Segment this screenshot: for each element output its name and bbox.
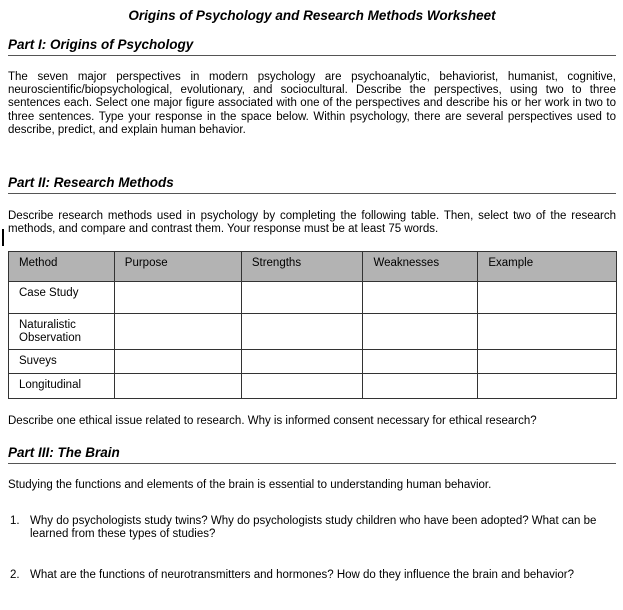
part2-heading: Part II: Research Methods [8,175,616,194]
text-cursor [2,229,4,246]
part1-paragraph: The seven major perspectives in modern psychology are psychoanalytic, behaviorist, humanist, cognitive, neuroscientific/biopsychological, evolutionary, and sociocultural. Describe the perspectives, using two to three sentences each. Select one major figure associated with one of the perspectives and describe his or her work in two to three sentences. Type your response in the space below. Within psychology, there are several perspectives used to describe, predict, and explain human behavior. [8,71,616,136]
table-header-strengths: Strengths [241,252,363,282]
question-text: What are the functions of neurotransmitters and hormones? How do they influence the brain and behavior? [30,569,575,582]
table-cell-empty[interactable] [478,350,617,374]
table-cell-empty[interactable] [241,350,363,374]
table-row-naturalistic-observation [9,314,617,350]
document-title: Origins of Psychology and Research Methods Worksheet [128,8,496,23]
table-header-row [9,252,617,282]
table-cell-empty[interactable] [241,374,363,399]
part1-heading: Part I: Origins of Psychology [8,37,616,56]
table-cell-empty[interactable] [478,314,617,350]
question-list [8,515,616,583]
table-header-method: Method [9,252,115,282]
table-row-surveys [9,350,617,374]
table-header-weaknesses: Weaknesses [363,252,478,282]
table-cell-empty[interactable] [478,282,617,314]
table-header-purpose: Purpose [114,252,241,282]
question-number: 1. [10,514,20,527]
research-methods-table [8,251,617,399]
table-cell-method: Suveys [9,350,115,374]
table-cell-method: Naturalistic Observation [9,314,115,350]
table-cell-empty[interactable] [114,314,241,350]
table-header-example: Example [478,252,617,282]
table-cell-empty[interactable] [363,350,478,374]
question-number: 2. [10,569,20,582]
table-cell-empty[interactable] [241,314,363,350]
table-cell-empty[interactable] [114,350,241,374]
table-cell-empty[interactable] [363,282,478,314]
table-cell-empty[interactable] [363,374,478,399]
table-cell-method: Longitudinal [9,374,115,399]
table-row-longitudinal [9,374,617,399]
part3-heading: Part III: The Brain [8,445,616,464]
question-text: Why do psychologists study twins? Why do psychologists study children who have been adopted? What can be learned from these types of studies? [30,514,597,541]
table-cell-empty[interactable] [241,282,363,314]
part3-intro: Studying the functions and elements of the brain is essential to understanding human behavior. [8,478,492,491]
question-item-1 [8,515,616,541]
question-item-2 [8,569,616,582]
table-row-case-study [9,282,617,314]
part2-paragraph: Describe research methods used in psychology by completing the following table. Then, select two of the research methods, and compare and contrast them. Your response must be at least 75 words. [8,210,616,236]
ethics-question: Describe one ethical issue related to research. Why is informed consent necessary for ethical research? [8,415,537,428]
table-cell-method: Case Study [9,282,115,314]
table-cell-empty[interactable] [114,374,241,399]
table-cell-empty[interactable] [478,374,617,399]
table-cell-empty[interactable] [363,314,478,350]
table-cell-empty[interactable] [114,282,241,314]
